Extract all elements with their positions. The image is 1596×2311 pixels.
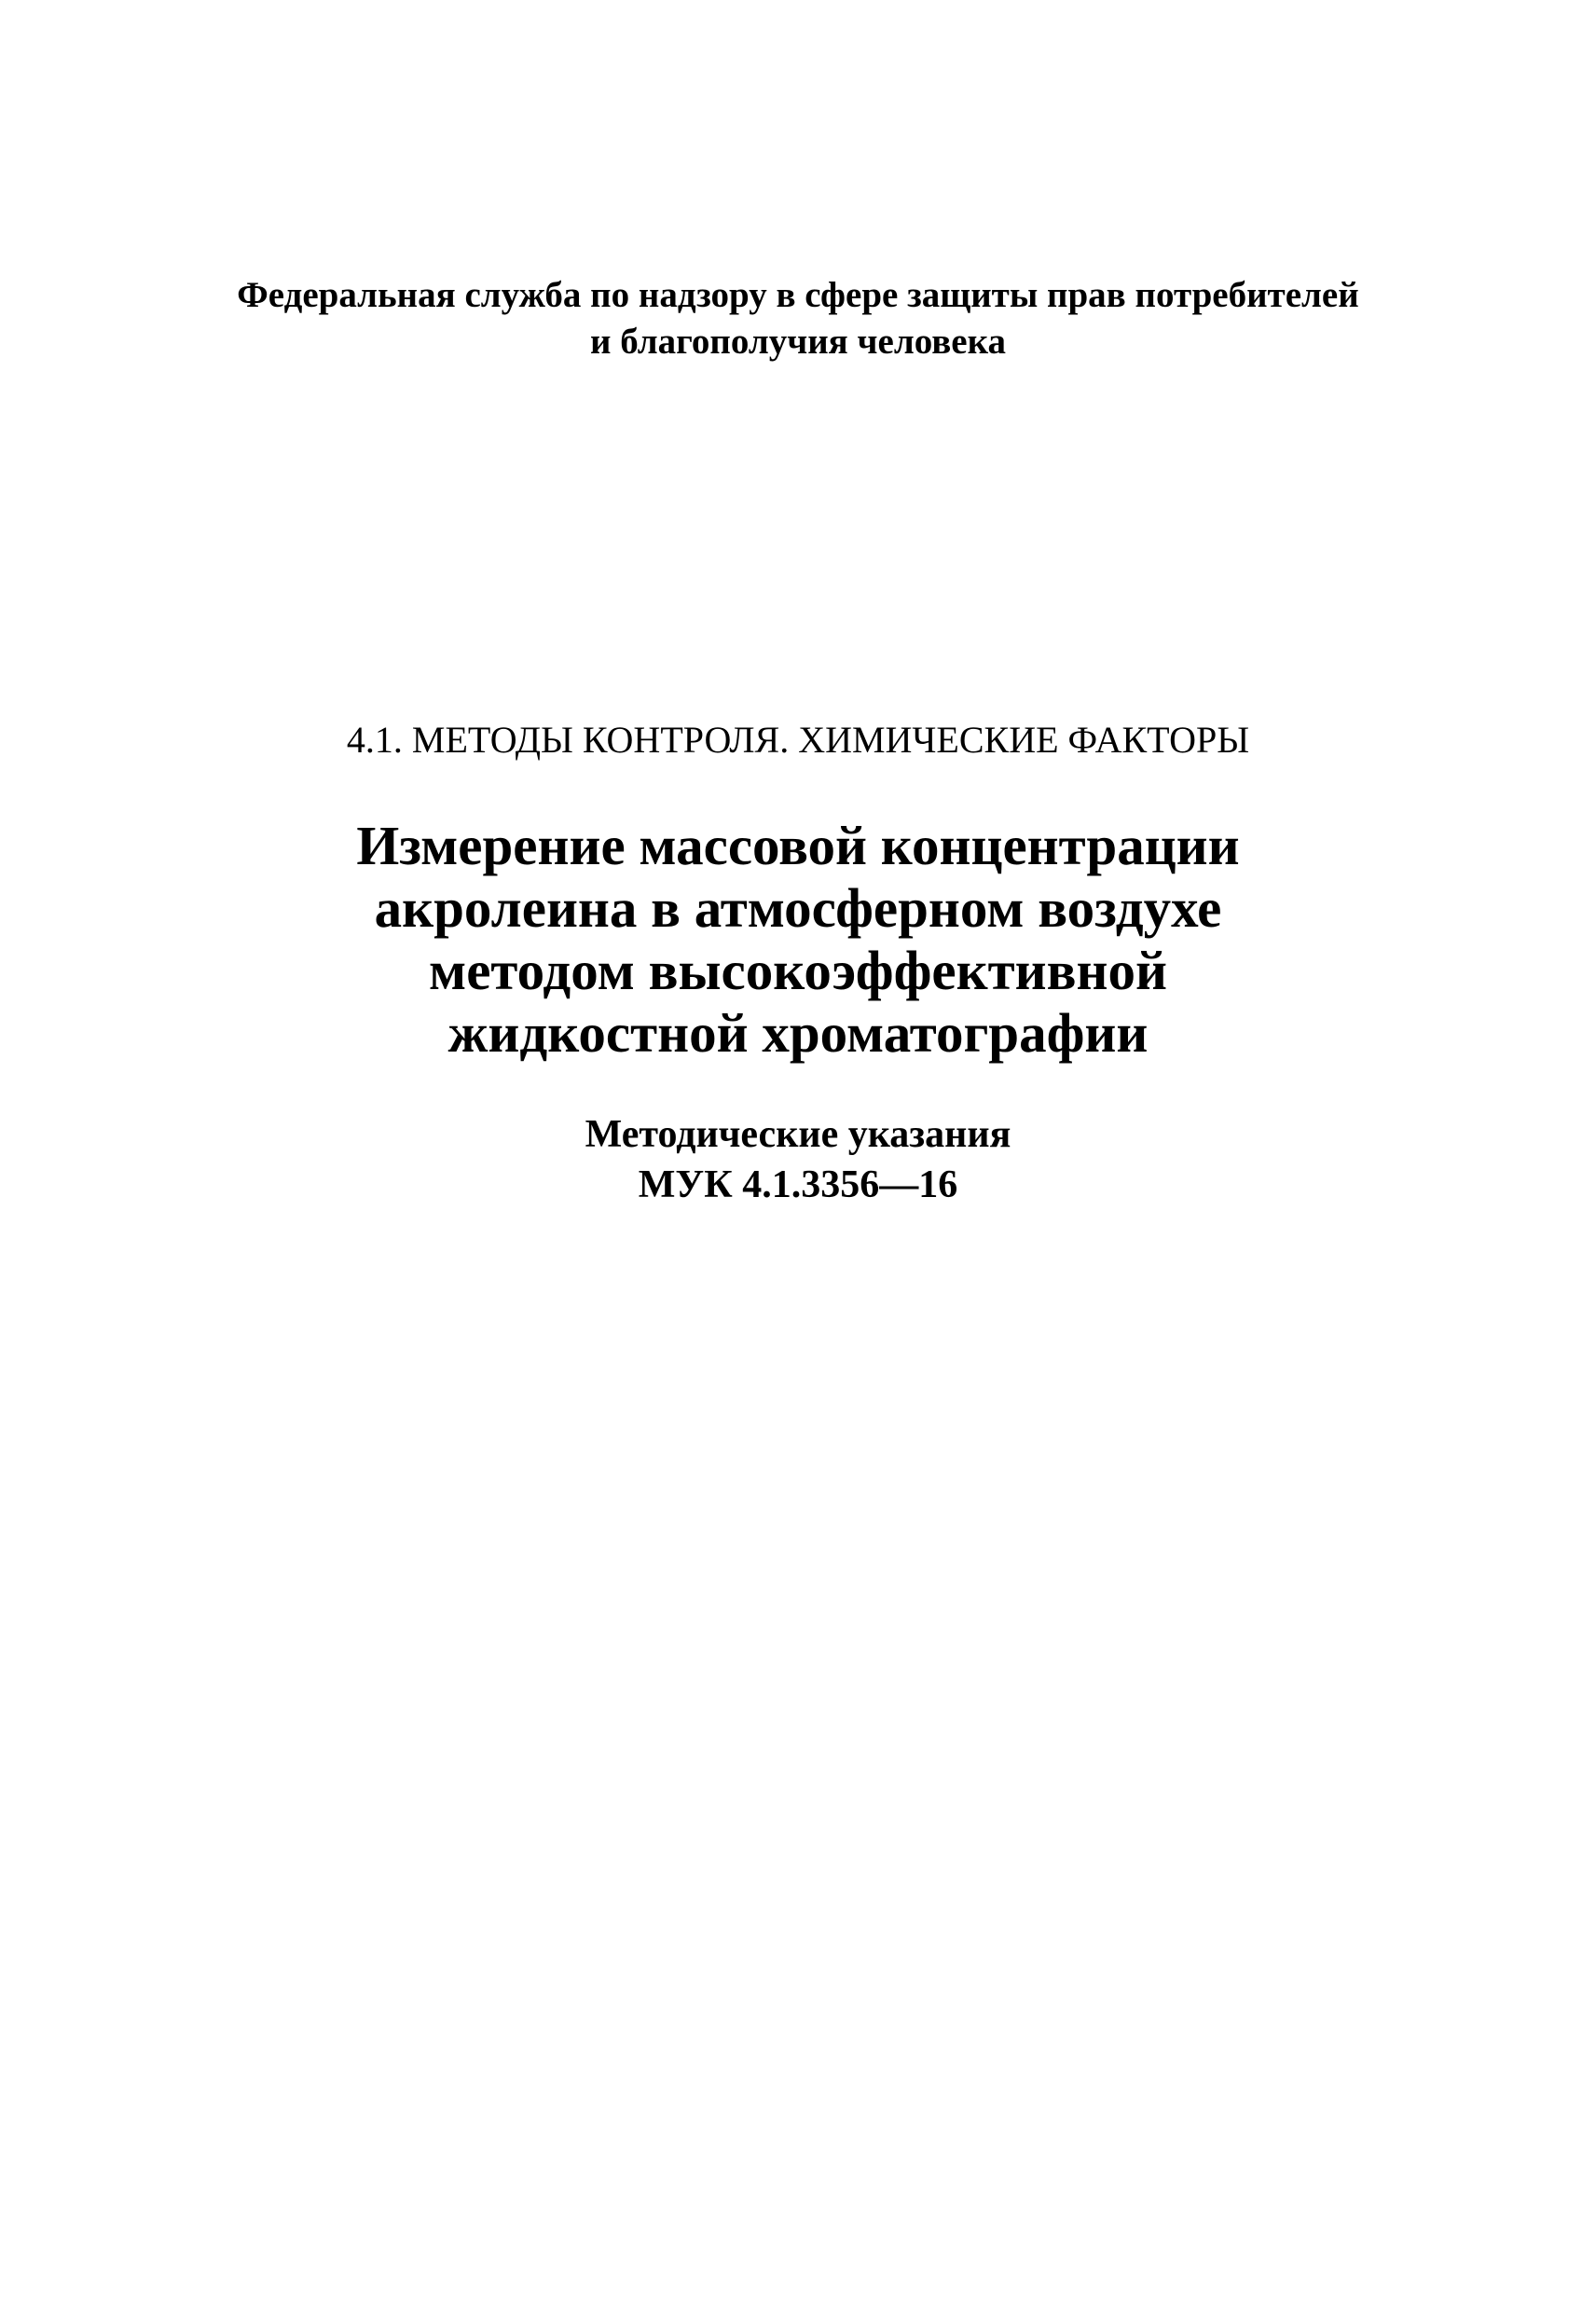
document-title-line-4: жидкостной хроматографии [447, 1002, 1149, 1064]
document-code: МУК 4.1.3356—16 [638, 1163, 958, 1206]
document-title-line-2: акролеина в атмосферном воздухе [374, 877, 1222, 939]
document-title-line-1: Измерение массовой концентрации [356, 815, 1240, 876]
document-title [0, 815, 1596, 1065]
section-heading-text: 4.1. МЕТОДЫ КОНТРОЛЯ. ХИМИЧЕСКИЕ ФАКТОРЫ [346, 719, 1250, 761]
document-title-line-3: методом высокоэффективной [429, 940, 1167, 1001]
document-designation [0, 1109, 1596, 1210]
section-heading [0, 716, 1596, 764]
agency-name [0, 272, 1596, 365]
document-type: Методические указания [585, 1113, 1011, 1156]
agency-name-line-2: и благополучия человека [590, 322, 1006, 362]
agency-name-line-1: Федеральная служба по надзору в сфере защиты прав потребителей [237, 275, 1359, 315]
